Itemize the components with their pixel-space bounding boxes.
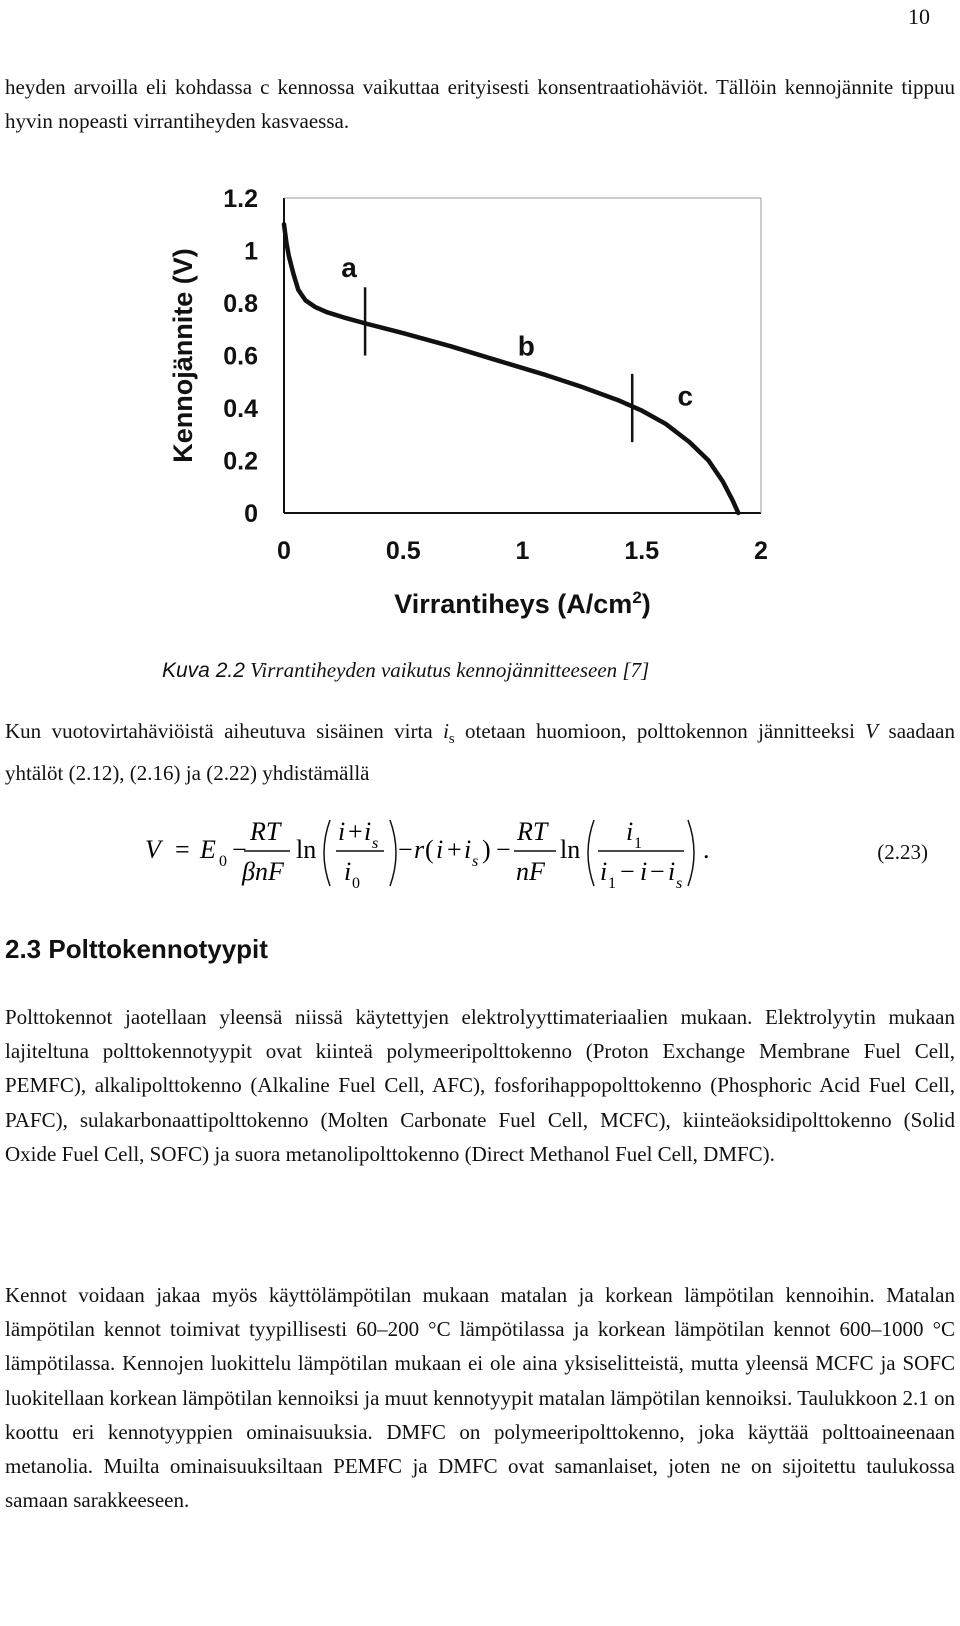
p2-var-i: i [443,719,449,743]
eq-r: r [414,835,425,864]
eq-minus-1: − [232,835,247,864]
p2-text-b: otetaan huomioon, polttokennon jännitteeksi [454,719,866,743]
eq-big-paren-close-2 [688,820,694,886]
eq-den-i: i [344,857,352,886]
eq-big-paren-open-2 [588,820,594,886]
y-tick-label: 0.8 [223,290,258,318]
eq-period: . [703,835,710,864]
eq-V: V [145,835,161,864]
x-axis-label-sup: 2 [632,588,642,607]
p2-sub-s: s [448,731,455,748]
x-axis-label [394,588,651,619]
eq-r-is-sub: s [472,853,479,870]
eq-num-is: i [364,817,372,846]
x-axis-label-end: ) [641,589,651,619]
eq-den-is-sub: s [676,875,683,892]
region-annotation-a: a [341,251,357,283]
equation-2-23 [0,798,960,898]
x-tick-label: 2 [754,537,768,565]
y-tick-label: 0.6 [223,342,258,371]
y-tick-label: 1.2 [223,185,258,213]
eq-num-i: i [338,817,346,846]
eq-equals: = [175,835,190,864]
y-axis-label: Kennojännite (V) [168,248,198,463]
polarization-curve-chart [160,178,768,633]
region-annotation-b: b [517,330,535,362]
eq-r-i: i [436,835,444,864]
eq-den-is: i [668,857,676,886]
eq-num-i1-sub: 1 [634,835,642,852]
x-tick-label: 0.5 [385,537,421,565]
paragraph-temperature-classification: Kennot voidaan jakaa myös käyttölämpötilan mukaan matalan ja korkean lämpötilan kennoihin. Matalan lämpötilan kennot toimivat tyypillisesti 60–200 °C lämpötilassa ja korkean lämpötilan kennot 600–1000 °C lämpötilassa. Kennojen luokittelu lämpötilan mukaan ei ole aina yksiselitteistä, mutta yleensä MCFC ja SOFC luokitellaan korkean lämpötilan kennoiksi ja muut kennotyypit matalan lämpötilan kennoiksi. Taulukkoon 2.1 on koottu eri kennotyyppien ominaisuuksia. DMFC on polymeeripolttokenno, joka käyttää polttoaineenaan metanolia. Muilta ominaisuuksiltaan PEMFC ja DMFC ovat samanlaiset, joten ne on sijoitettu taulukossa samaan sarakkeeseen. [5,1283,955,1513]
caption-text: Virrantiheyden vaikutus kennojännitteeseen [7] [244,658,650,682]
eq-betanF: βnF [242,857,284,886]
x-tick-label: 0 [277,537,291,565]
eq-big-paren-open-1 [324,820,330,886]
eq-paren-close: ) [482,835,491,864]
eq-RT-1: RT [250,817,281,846]
x-tick-label: 1 [515,537,530,565]
y-tick-label: 0 [244,500,258,528]
page-number: 10 [908,4,930,29]
paragraph-intro: heyden arvoilla eli kohdassa c kennossa vaikuttaa erityisesti konsentraatiohäviöt. Tällöin kennojännite tippuu hyvin nopeasti virrantiheyden kasvaessa. [5,75,955,134]
eq-ln-2: ln [560,835,581,864]
y-tick-label: 0.4 [223,395,258,423]
x-tick-label: 1.5 [624,537,660,565]
eq-den-minus-1: − [620,857,635,886]
eq-num-i1: i [626,817,634,846]
eq-den-minus-2: − [650,857,665,886]
eq-big-paren-close-1 [390,820,396,886]
eq-den-i: i [640,857,648,886]
equation-number: (2.23) [877,840,928,864]
paragraph-equation-intro [5,714,955,791]
eq-num-is-sub: s [372,835,379,852]
eq-minus-2: − [398,835,413,864]
region-annotation-c: c [677,380,694,412]
p2-text-c: saadaan yhtälöt (2.12), (2.16) ja (2.22) yhdistämällä [5,719,955,786]
x-axis-label-main: Virrantiheys (A/cm [394,589,633,619]
eq-den-i1-sub: 1 [608,875,616,892]
eq-E: E [200,835,216,864]
eq-r-plus: + [447,835,462,864]
eq-num-plus: + [348,817,363,846]
caption-label: Kuva 2.2 [162,659,245,682]
eq-r-is: i [464,835,472,864]
eq-den-i-sub: 0 [352,875,360,892]
eq-nF: nF [516,857,545,886]
paragraph-fuel-cell-types: Polttokennot jaotellaan yleensä niissä käytettyjen elektrolyyttimateriaalien mukaan. Elektrolyytin mukaan lajiteltuna polttokennotyypit ovat kiinteä polymeeripolttokenno (Proton Exchange Membrane Fuel Cell, PEMFC), alkalipolttokenno (Alkaline Fuel Cell, AFC), fosforihappopolttokenno (Phosphoric Acid Fuel Cell, PAFC), sulakarbonaattipolttokenno (Molten Carbonate Fuel Cell, MCFC), kiinteäoksidipolttokenno (Solid Oxide Fuel Cell, SOFC) ja suora metanolipolttokenno (Direct Methanol Fuel Cell, DMFC). [5,1005,955,1166]
eq-RT-2: RT [517,817,548,846]
p2-var-V: V [865,719,879,743]
eq-ln-1: ln [296,835,317,864]
p2-text-a: Kun vuotovirtahäviöistä aiheutuva sisäinen virta [5,719,444,743]
y-tick-label: 0.2 [223,447,258,476]
eq-den-i1: i [600,857,608,886]
eq-E-sub: 0 [219,853,227,870]
section-heading: 2.3 Polttokennotyypit [5,934,268,964]
eq-minus-3: − [496,835,511,864]
figure-caption [162,658,649,683]
eq-paren-open: ( [425,835,434,864]
y-tick-label: 1 [244,237,258,266]
